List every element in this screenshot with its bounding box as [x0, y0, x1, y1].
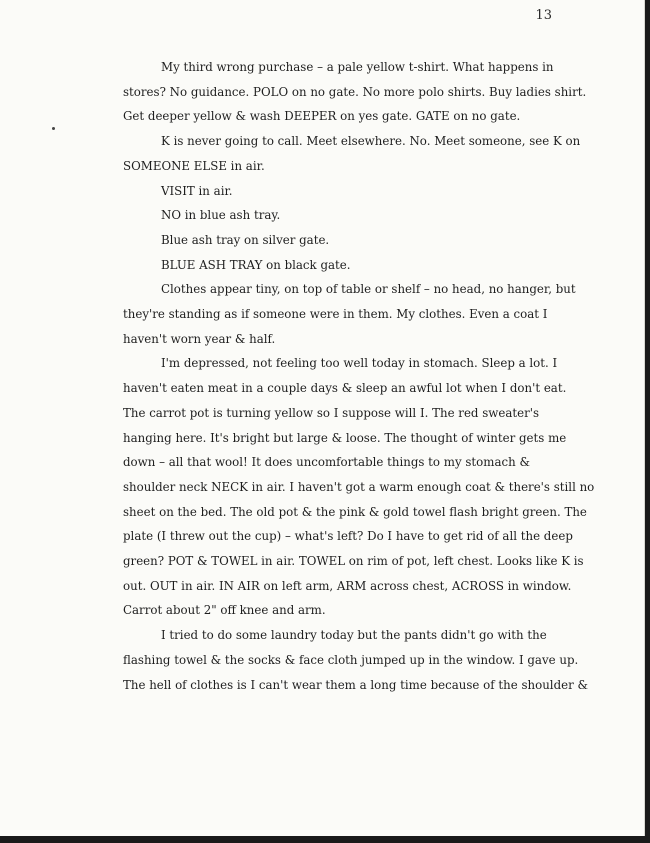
text-line: plate (I threw out the cup) – what's left? Do I have to get rid of all the deep: [123, 529, 573, 544]
text-line: The carrot pot is turning yellow so I suppose will I. The red sweater's: [123, 405, 540, 420]
text-line: BLUE ASH TRAY on black gate.: [161, 257, 351, 272]
text-line: they're standing as if someone were in them. My clothes. Even a coat I: [123, 307, 548, 322]
text-line: haven't eaten meat in a couple days & sleep an awful lot when I don't eat.: [123, 381, 567, 396]
text-line: Blue ash tray on silver gate.: [161, 232, 330, 247]
text-line: My third wrong purchase – a pale yellow t-shirt. What happens in: [161, 60, 554, 74]
text-line: haven't worn year & half.: [123, 331, 276, 346]
text-line: hanging here. It's bright but large & loose. The thought of winter gets me: [123, 430, 567, 445]
text-line: I tried to do some laundry today but the pants didn't go with the: [161, 628, 547, 643]
page-number: 13: [535, 8, 552, 23]
body-text: [123, 55, 595, 697]
text-line: Carrot about 2" off knee and arm.: [123, 603, 326, 618]
text-line: flashing towel & the socks & face cloth jumped up in the window. I gave up.: [123, 652, 579, 667]
stray-ink-mark: [52, 127, 55, 130]
text-line: VISIT in air.: [161, 183, 233, 198]
text-line: stores? No guidance. POLO on no gate. No more polo shirts. Buy ladies shirt.: [123, 84, 587, 99]
text-line: out. OUT in air. IN AIR on left arm, ARM across chest, ACROSS in window.: [123, 578, 572, 593]
text-line: shoulder neck NECK in air. I haven't got a warm enough coat & there's still no: [123, 479, 595, 494]
text-line: NO in blue ash tray.: [161, 208, 281, 223]
text-line: green? POT & TOWEL in air. TOWEL on rim of pot, left chest. Looks like K is: [123, 554, 584, 569]
text-line: I'm depressed, not feeling too well today in stomach. Sleep a lot. I: [161, 356, 558, 371]
text-line: SOMEONE ELSE in air.: [123, 158, 265, 173]
text-line: Get deeper yellow & wash DEEPER on yes gate. GATE on no gate.: [123, 109, 521, 124]
text-line: The hell of clothes is I can't wear them a long time because of the shoulder &: [123, 677, 588, 692]
text-line: sheet on the bed. The old pot & the pink & gold towel flash bright green. The: [123, 504, 587, 519]
text-line: K is never going to call. Meet elsewhere. No. Meet someone, see K on: [161, 134, 581, 149]
text-line: down – all that wool! It does uncomfortable things to my stomach &: [123, 455, 530, 470]
text-line: Clothes appear tiny, on top of table or shelf – no head, no hanger, but: [161, 282, 576, 297]
